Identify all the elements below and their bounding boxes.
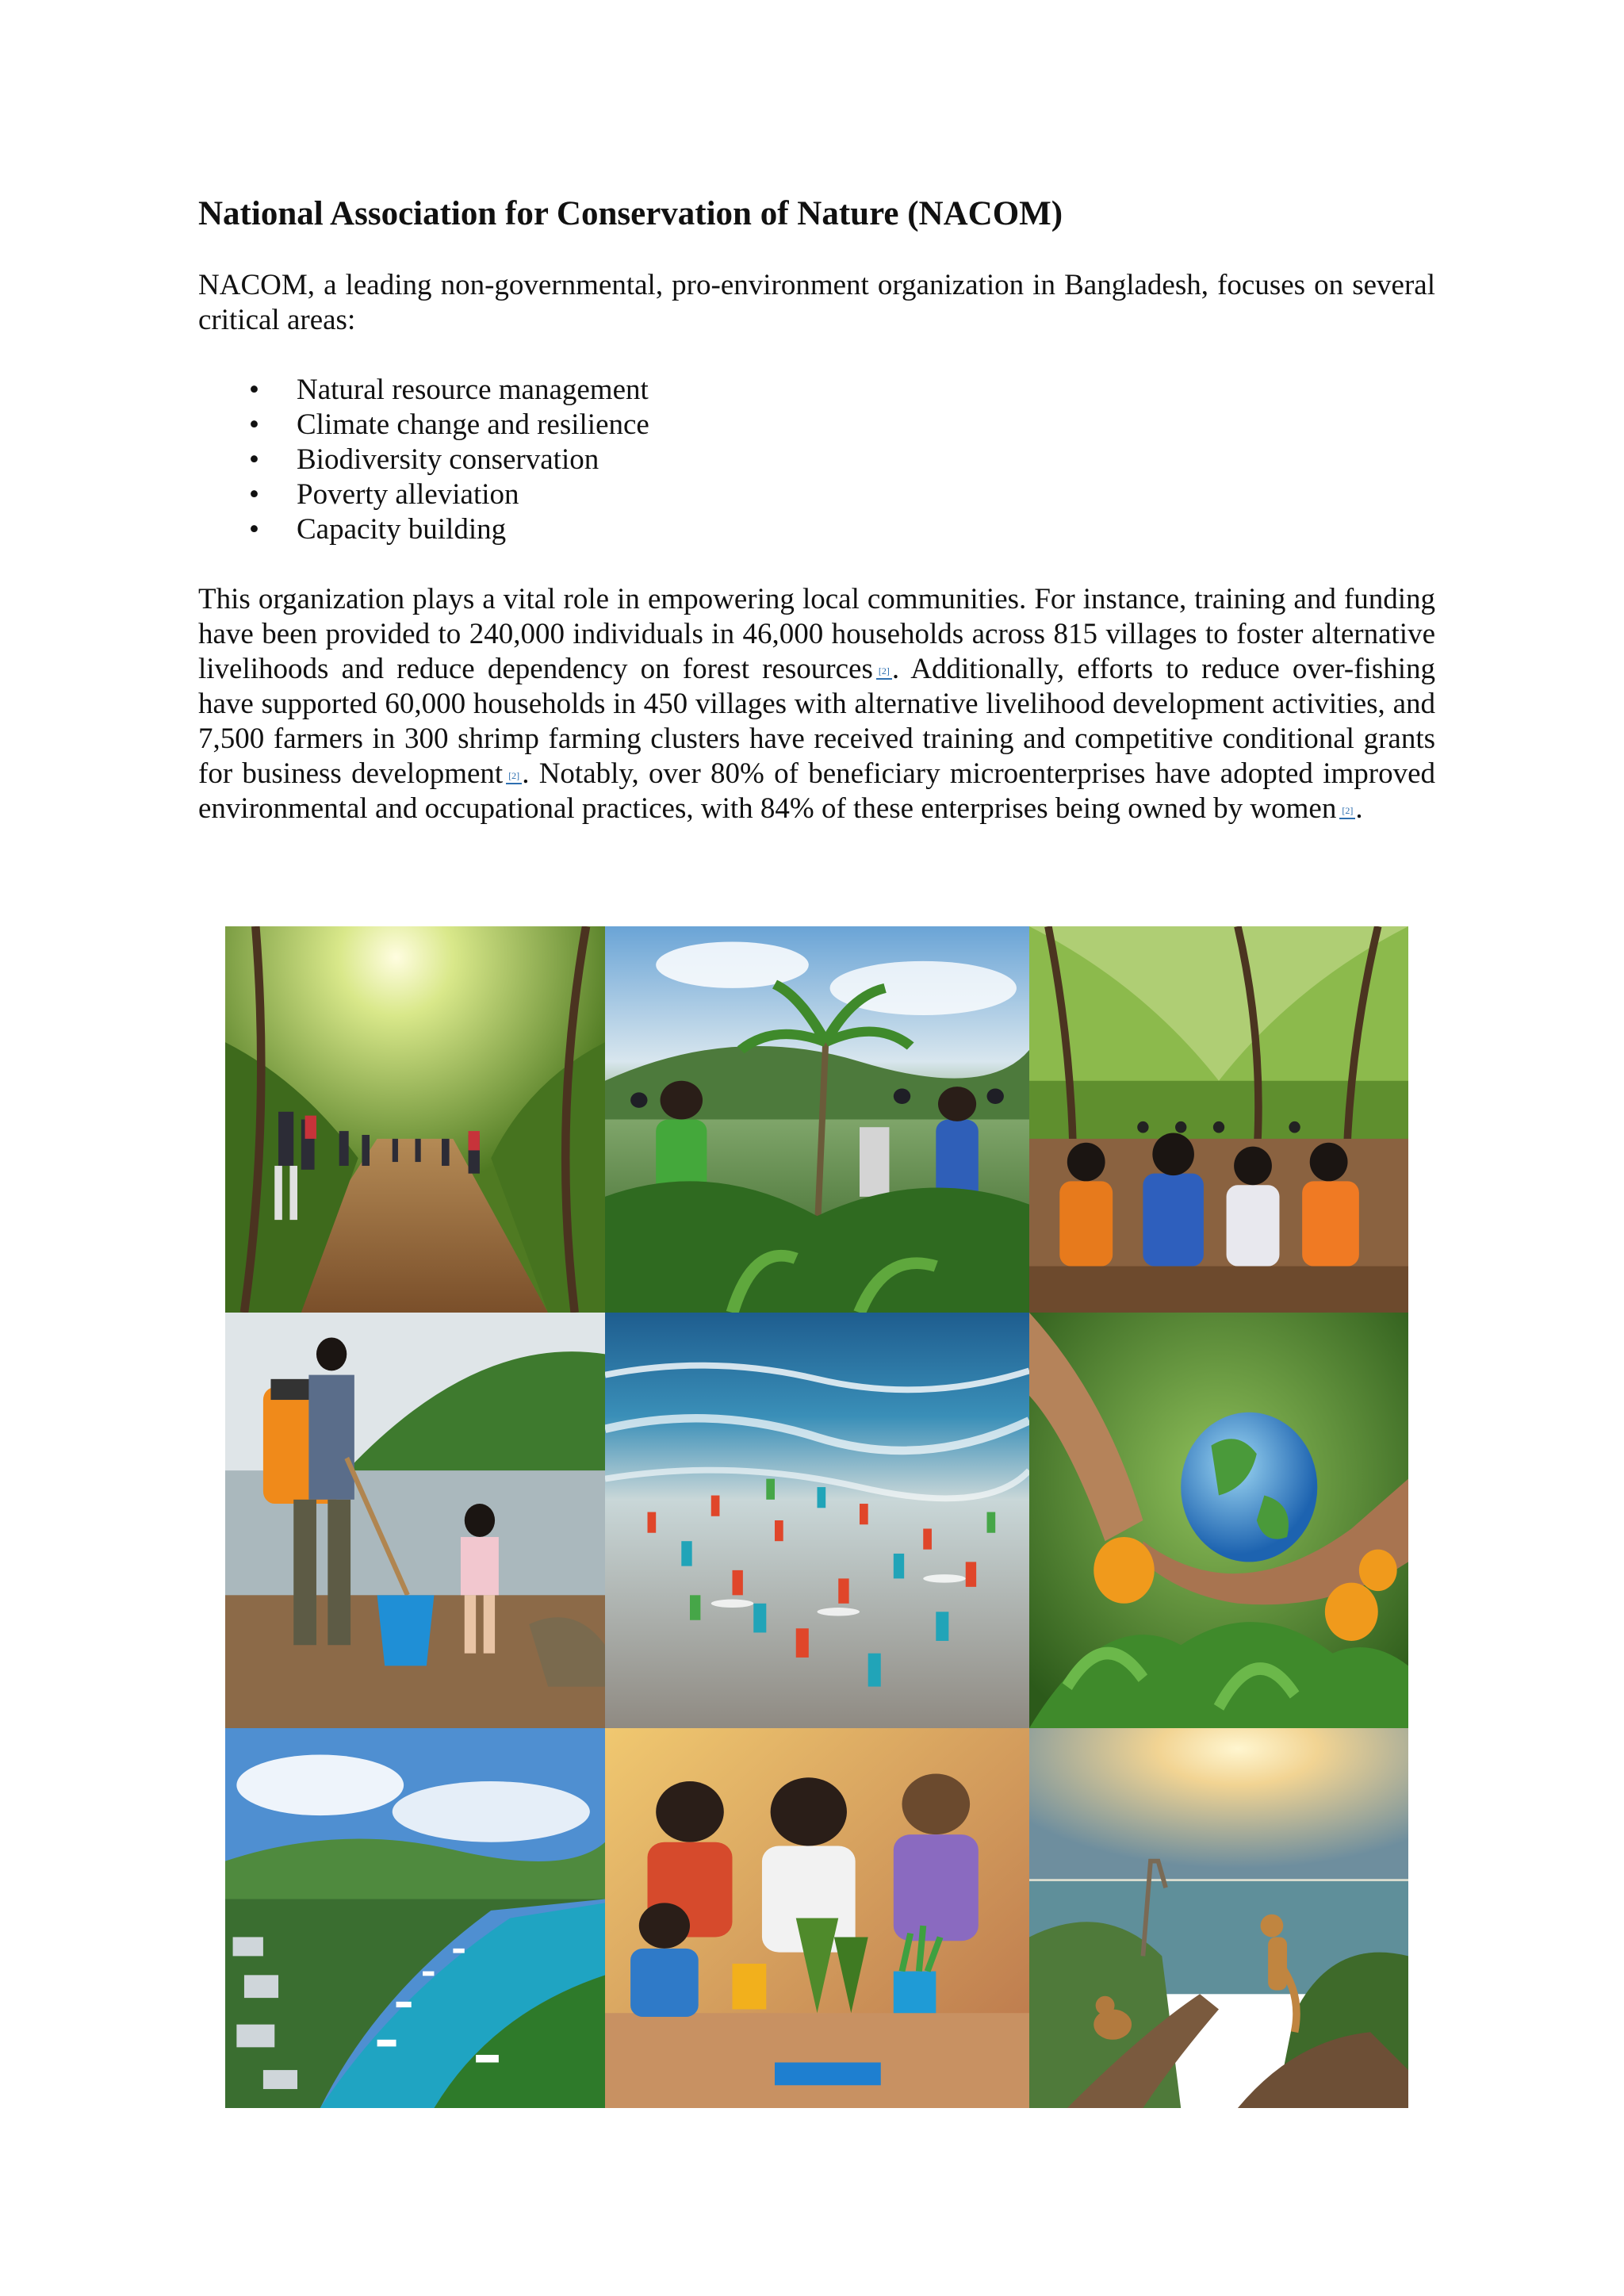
list-item: • Natural resource management	[198, 373, 991, 408]
body-text-1: This organization plays a vital role in empowering local communities. For instance, training and funding have been provided to 240,000 individuals in 46,000 households across 815 villages to foster alternative livelihoods and reduce dependency on forest resources	[198, 583, 1435, 685]
children-sitting-forest-image	[1029, 926, 1408, 1313]
body-text-3: . Notably, over 80% of beneficiary microenterprises have adopted improved environmental and occupational practices, with 84% of these enterprises being owned by women	[198, 757, 1435, 825]
hands-holding-globe-image	[1029, 1313, 1408, 1728]
coastal-bay-boats-image	[225, 1728, 605, 2108]
photo-collage	[225, 926, 1408, 2108]
list-item: • Biodiversity conservation	[198, 443, 991, 477]
students-with-plants-classroom-image	[605, 1728, 1029, 2108]
list-item: • Capacity building	[198, 512, 991, 547]
list-item: • Poverty alleviation	[198, 477, 991, 512]
man-and-girl-lakeshore-bucket-image	[225, 1313, 605, 1728]
body-text-4: .	[1355, 792, 1363, 825]
citation-link[interactable]: [2]	[506, 771, 522, 784]
citation-link[interactable]: [2]	[876, 666, 892, 680]
page-title: National Association for Conservation of Nature (NACOM)	[198, 195, 1063, 232]
body-text-2: . Additionally, efforts to reduce over-fishing have supported 60,000 households in 450 villages with alternative livelihood development activities, and 7,500 farmers in 300 shrimp farming clusters have received training and competitive conditional grants for business development	[198, 653, 1436, 790]
intro-paragraph: NACOM, a leading non-governmental, pro-environment organization in Bangladesh, focuses on several critical areas:	[198, 269, 1435, 336]
list-item: • Climate change and resilience	[198, 408, 991, 443]
people-in-surf-beach-cleanup-image	[605, 1313, 1029, 1728]
body-paragraph	[198, 582, 1435, 826]
focus-areas-list	[198, 373, 991, 547]
animals-on-coast-sunset-image	[1029, 1728, 1408, 2108]
community-planting-palm-image	[605, 926, 1029, 1313]
people-walking-tree-tunnel-image	[225, 926, 605, 1313]
citation-link[interactable]: [2]	[1339, 806, 1355, 819]
